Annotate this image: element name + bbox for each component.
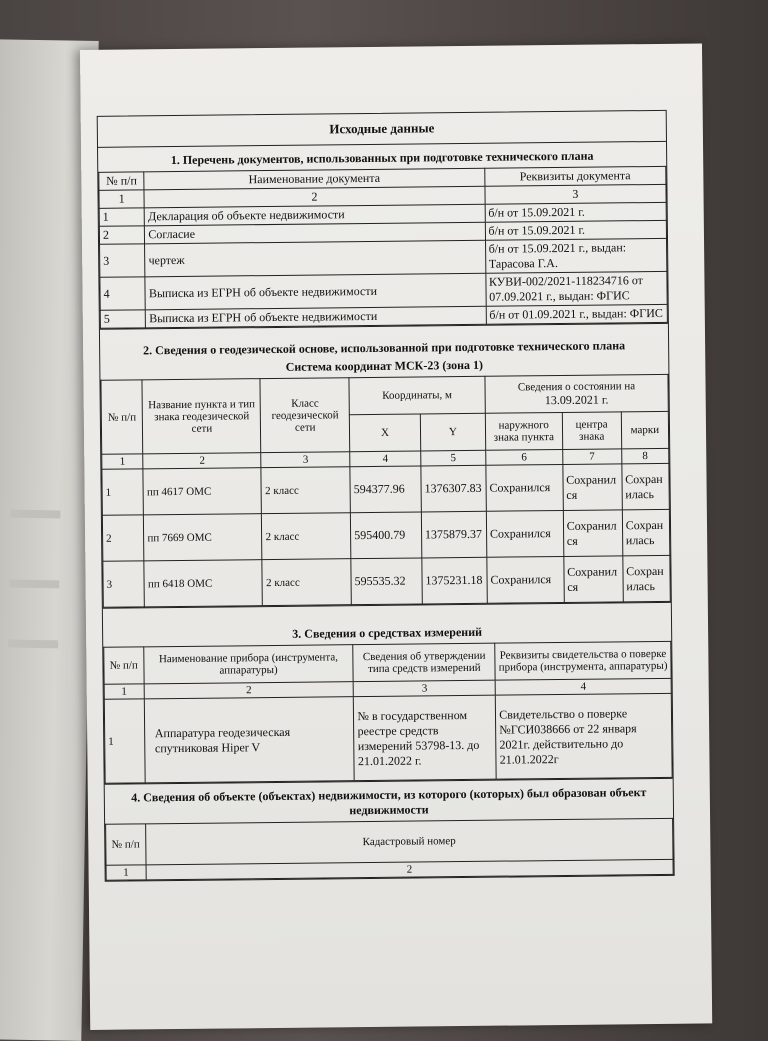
colnum-cell: 3 (354, 680, 496, 696)
mark-state: Сохранилась (623, 555, 671, 601)
coord-x: 595535.32 (351, 558, 422, 605)
document-name: Декларация об объекте недвижимости (145, 204, 485, 226)
state-header-line2: 13.09.2021 г. (544, 391, 609, 407)
outer-sign-state: Сохранился (486, 510, 563, 557)
row-number: 1 (104, 699, 145, 783)
row-number: 3 (103, 561, 145, 607)
section-2-subtitle: Система координат МСК-23 (зона 1) (285, 357, 484, 374)
colnum-cell: 3 (261, 452, 350, 468)
page-title: Исходные данные (98, 111, 666, 148)
table-row (103, 555, 670, 607)
left-page-mark (8, 640, 58, 649)
center-state: Сохранился (563, 556, 623, 603)
colnum-cell: 2 (146, 859, 673, 880)
header-cell: № п/п (104, 647, 144, 684)
coord-x: 595400.79 (350, 512, 421, 559)
mark-state: Сохранилась (622, 463, 670, 509)
colnum-cell: 4 (350, 451, 421, 467)
header-cell: № п/п (101, 380, 143, 454)
row-number: 1 (102, 469, 144, 515)
state-header-line1: Сведения о состоянии на (517, 379, 636, 393)
colnum-cell: 6 (486, 449, 563, 465)
table-row (102, 463, 669, 515)
header-cell: Y (420, 413, 485, 451)
header-cell: Сведения об утверждении типа средств измерений (353, 643, 495, 681)
colnum-cell: 2 (143, 453, 261, 469)
network-class: 2 класс (262, 513, 351, 560)
section-2-title: 2. Сведения о геодезической основе, использованной при подготовке технического плана (143, 338, 626, 358)
coord-x: 594377.96 (350, 466, 421, 513)
document-page (80, 43, 712, 1029)
colnum-cell: 2 (144, 682, 354, 699)
point-name: пп 4617 ОМС (143, 468, 262, 515)
document-requisites: б/н от 01.09.2021 г., выдан: ФГИС (486, 304, 668, 324)
outer-sign-state: Сохранился (486, 464, 563, 511)
instruments-table (103, 641, 672, 784)
header-cell (485, 374, 669, 413)
table-row (104, 693, 672, 783)
row-number: 1 (99, 208, 145, 226)
header-cell: Класс геодезической сети (260, 378, 349, 453)
colnum-cell: 1 (104, 684, 144, 699)
network-class: 2 класс (262, 559, 351, 606)
document-frame (97, 110, 675, 882)
section-1-title: 1. Перечень документов, использованных при подготовке технического плана (170, 148, 594, 168)
colnum-cell: 1 (106, 865, 146, 880)
colnum-cell: 8 (621, 448, 668, 463)
document-name: Выписка из ЕГРН об объекте недвижимости (145, 273, 486, 310)
document-name: Согласие (145, 222, 485, 244)
row-number: 2 (102, 515, 144, 561)
section-documents (98, 142, 668, 329)
document-name: Выписка из ЕГРН об объекте недвижимости (146, 306, 486, 328)
mark-state: Сохранилась (622, 509, 670, 555)
verification-certificate: Свидетельство о поверке №ГСИ038666 от 22 января 2021г. действительно до 21.01.2022г (495, 693, 672, 779)
left-page-mark (9, 580, 59, 589)
point-name: пп 6418 ОМС (144, 560, 263, 607)
section-measuring-instruments (103, 617, 673, 784)
center-state: Сохранился (563, 464, 623, 511)
header-cell: Координаты, м (349, 376, 485, 414)
table-row (102, 509, 669, 561)
header-cell: Наименование документа (144, 168, 484, 190)
header-cell: Название пункта и тип знака геодезической сети (142, 379, 261, 454)
document-requisites: б/н от 15.09.2021 г. (485, 202, 667, 222)
network-class: 2 класс (261, 467, 350, 514)
colnum-cell: 3 (484, 184, 666, 204)
type-approval: № в государственном реестре средств измерений 53798-13. до 21.01.2022 г. (354, 695, 497, 780)
coord-y: 1376307.83 (421, 465, 486, 512)
header-cell: Реквизиты свидетельства о поверке прибора (инструмента, аппаратуры) (495, 641, 671, 680)
colnum-cell: 2 (144, 186, 484, 208)
document-requisites: КУВИ-002/2021-118234716 от 07.09.2021 г., выдан: ФГИС (485, 271, 667, 306)
section-3-title: 3. Сведения о средствах измерений (292, 624, 483, 641)
colnum-cell: 7 (562, 449, 621, 465)
document-requisites: б/н от 15.09.2021 г., выдан: Тарасова Г.А. (485, 238, 667, 273)
header-cell: центра знака (562, 412, 621, 450)
document-requisites: б/н от 15.09.2021 г. (485, 220, 667, 240)
geodetic-table (100, 374, 670, 608)
header-cell: Кадастровый номер (145, 818, 673, 865)
row-number: 3 (100, 244, 146, 277)
colnum-cell: 1 (102, 454, 143, 469)
header-cell: Реквизиты документа (484, 166, 666, 186)
section-geodetic-basis (100, 338, 671, 608)
header-cell: Наименование прибора (инструмента, аппаратуры) (143, 645, 353, 684)
coord-y: 1375231.18 (422, 557, 487, 604)
header-cell: наружного знака пункта (485, 412, 562, 450)
header-cell: X (349, 414, 420, 452)
header-cell: № п/п (106, 824, 146, 865)
coord-y: 1375879.37 (421, 511, 486, 558)
colnum-cell: 4 (495, 678, 671, 695)
colnum-cell: 1 (99, 190, 145, 208)
point-name: пп 7669 ОМС (144, 514, 263, 561)
document-name: чертеж (145, 240, 486, 277)
source-objects-table (105, 818, 674, 881)
section-source-objects (105, 778, 674, 881)
header-cell: № п/п (99, 172, 145, 190)
outer-sign-state: Сохранился (487, 556, 564, 603)
documents-table (98, 166, 668, 329)
device-name: Аппаратура геодезическая спутниковая Hiper V (144, 697, 355, 783)
center-state: Сохранился (563, 510, 623, 557)
row-number: 2 (99, 226, 145, 244)
row-number: 5 (100, 310, 146, 328)
header-cell: марки (621, 411, 669, 448)
left-page-mark (10, 510, 60, 519)
section-4-title: 4. Сведения об объекте (объектах) недвижимости, из которого (которых) был образован объект недвижимости (131, 785, 647, 818)
colnum-cell: 5 (421, 450, 486, 466)
row-number: 4 (100, 277, 146, 310)
